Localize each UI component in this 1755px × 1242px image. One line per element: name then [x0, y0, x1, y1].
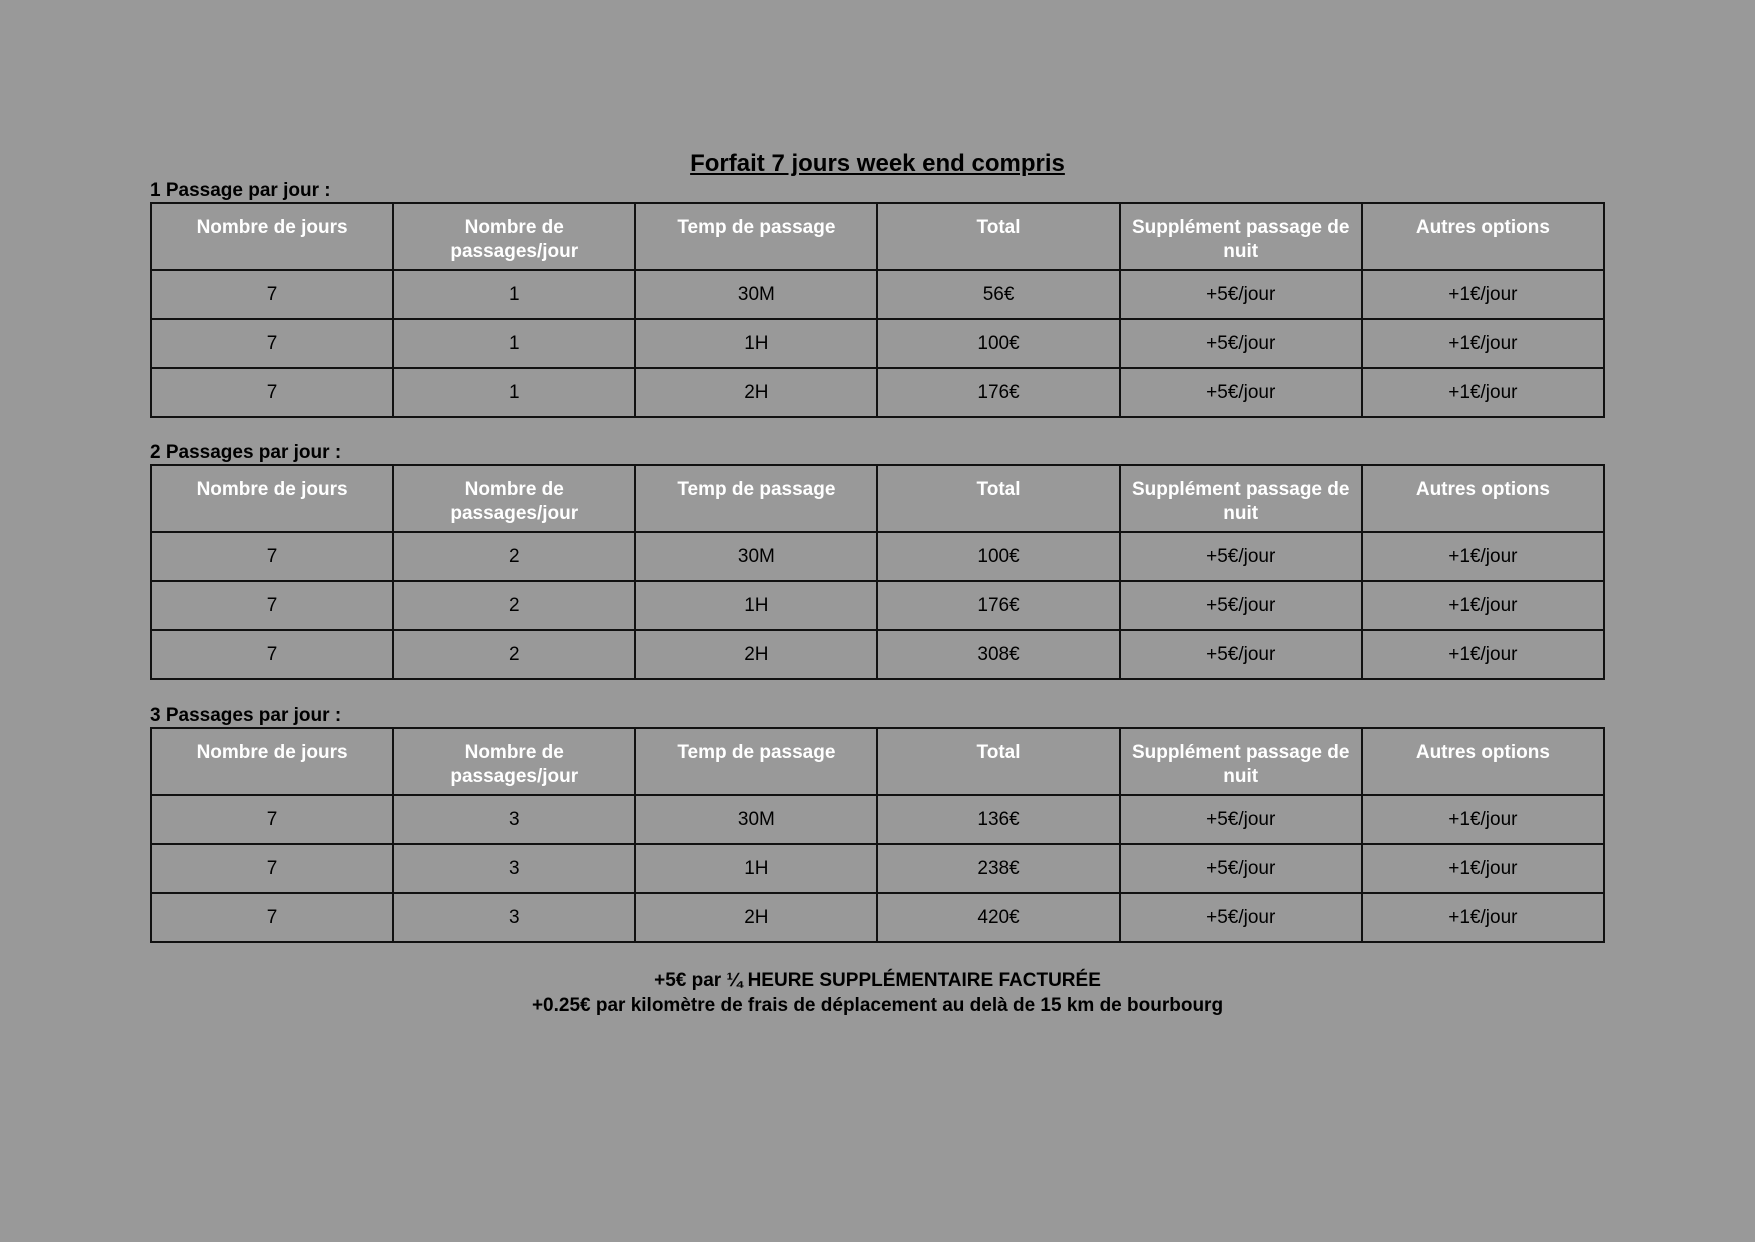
section-1-passage — [150, 180, 1605, 418]
table-cell: +5€/jour — [1120, 270, 1362, 319]
table-cell: 7 — [151, 844, 393, 893]
table-row — [151, 368, 1604, 417]
column-header: Nombre de jours — [151, 203, 393, 270]
table-row — [151, 844, 1604, 893]
table-row — [151, 581, 1604, 630]
table-cell: 176€ — [877, 581, 1119, 630]
table-cell: +1€/jour — [1362, 270, 1604, 319]
table-cell: 1H — [635, 319, 877, 368]
header-row — [151, 728, 1604, 795]
table-cell: +1€/jour — [1362, 581, 1604, 630]
table-cell: 2H — [635, 368, 877, 417]
section-label: 2 Passages par jour : — [150, 442, 342, 463]
column-header: Temp de passage — [635, 465, 877, 532]
column-header: Nombre de passages/jour — [393, 203, 635, 270]
table-cell: 100€ — [877, 532, 1119, 581]
table-cell: 2 — [393, 630, 635, 679]
table-cell: +5€/jour — [1120, 844, 1362, 893]
table-cell: 30M — [635, 532, 877, 581]
table-cell: 7 — [151, 581, 393, 630]
section-label: 3 Passages par jour : — [150, 705, 342, 726]
table-cell: 7 — [151, 319, 393, 368]
table-row — [151, 532, 1604, 581]
section-3-passages — [150, 705, 1605, 943]
table-cell: 56€ — [877, 270, 1119, 319]
column-header: Total — [877, 203, 1119, 270]
pricing-table — [150, 727, 1605, 943]
table-row — [151, 270, 1604, 319]
section-label: 1 Passage par jour : — [150, 180, 331, 201]
table-cell: 136€ — [877, 795, 1119, 844]
header-row — [151, 203, 1604, 270]
table-cell: 1 — [393, 319, 635, 368]
table-cell: +5€/jour — [1120, 581, 1362, 630]
table-cell: 7 — [151, 532, 393, 581]
table-cell: 7 — [151, 630, 393, 679]
table-cell: 3 — [393, 795, 635, 844]
column-header: Temp de passage — [635, 728, 877, 795]
column-header: Supplément passage de nuit — [1120, 465, 1362, 532]
table-cell: 1 — [393, 270, 635, 319]
pricing-table — [150, 464, 1605, 680]
table-cell: 238€ — [877, 844, 1119, 893]
table-cell: +5€/jour — [1120, 368, 1362, 417]
table-cell: +5€/jour — [1120, 893, 1362, 942]
table-cell: +1€/jour — [1362, 319, 1604, 368]
footer-notes — [0, 968, 1755, 1018]
table-row — [151, 319, 1604, 368]
column-header: Nombre de passages/jour — [393, 728, 635, 795]
table-cell: +1€/jour — [1362, 532, 1604, 581]
column-header: Temp de passage — [635, 203, 877, 270]
table-cell: 7 — [151, 368, 393, 417]
column-header: Supplément passage de nuit — [1120, 203, 1362, 270]
section-2-passages — [150, 442, 1605, 680]
table-cell: 420€ — [877, 893, 1119, 942]
table-cell: +1€/jour — [1362, 844, 1604, 893]
table-cell: +1€/jour — [1362, 795, 1604, 844]
column-header: Autres options — [1362, 728, 1604, 795]
column-header: Nombre de passages/jour — [393, 465, 635, 532]
table-cell: 7 — [151, 795, 393, 844]
table-cell: 308€ — [877, 630, 1119, 679]
column-header: Autres options — [1362, 465, 1604, 532]
column-header: Nombre de jours — [151, 465, 393, 532]
table-cell: +5€/jour — [1120, 630, 1362, 679]
table-row — [151, 795, 1604, 844]
table-cell: 30M — [635, 795, 877, 844]
table-cell: 100€ — [877, 319, 1119, 368]
table-row — [151, 630, 1604, 679]
table-cell: 1H — [635, 581, 877, 630]
table-cell: 3 — [393, 844, 635, 893]
table-cell: 176€ — [877, 368, 1119, 417]
table-cell: 2H — [635, 893, 877, 942]
table-cell: +5€/jour — [1120, 532, 1362, 581]
table-cell: 1 — [393, 368, 635, 417]
footer-line-1: +5€ par ¼ HEURE SUPPLÉMENTAIRE FACTURÉE — [654, 970, 1101, 991]
table-cell: +1€/jour — [1362, 368, 1604, 417]
table-cell: +5€/jour — [1120, 795, 1362, 844]
table-cell: +1€/jour — [1362, 893, 1604, 942]
header-row — [151, 465, 1604, 532]
table-cell: +1€/jour — [1362, 630, 1604, 679]
column-header: Total — [877, 728, 1119, 795]
table-cell: 2 — [393, 581, 635, 630]
table-row — [151, 893, 1604, 942]
footer-line-2: +0.25€ par kilomètre de frais de déplacement au delà de 15 km de bourbourg — [531, 995, 1224, 1016]
table-cell: 7 — [151, 270, 393, 319]
column-header: Supplément passage de nuit — [1120, 728, 1362, 795]
table-cell: 2H — [635, 630, 877, 679]
table-cell: 2 — [393, 532, 635, 581]
table-cell: 7 — [151, 893, 393, 942]
column-header: Nombre de jours — [151, 728, 393, 795]
table-cell: 3 — [393, 893, 635, 942]
table-cell: 30M — [635, 270, 877, 319]
column-header: Total — [877, 465, 1119, 532]
page-title: Forfait 7 jours week end compris — [690, 150, 1065, 177]
table-cell: +5€/jour — [1120, 319, 1362, 368]
pricing-table — [150, 202, 1605, 418]
table-cell: 1H — [635, 844, 877, 893]
column-header: Autres options — [1362, 203, 1604, 270]
